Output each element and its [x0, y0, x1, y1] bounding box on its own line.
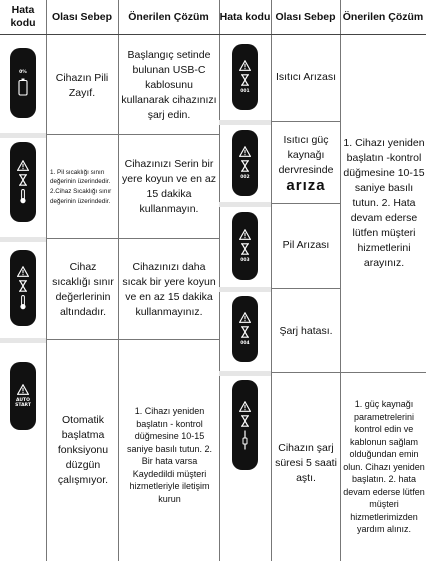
grid-line — [46, 134, 219, 135]
reason-item: 2.Cihaz Sıcaklığı sınır değerinin üzerindedir. — [50, 188, 112, 205]
row-separator — [219, 120, 271, 125]
warning-icon — [239, 60, 251, 71]
solution-cell: Cihazınızı Serin bir yere koyun ve en az 15 dakika kullanmayın. — [122, 158, 216, 215]
reason-cell: Pil Arızası — [282, 238, 330, 251]
hourglass-icon — [240, 326, 250, 338]
grid-line — [340, 0, 341, 561]
thermometer-icon — [19, 295, 27, 310]
grid-line — [46, 0, 47, 561]
grid-line — [271, 203, 340, 204]
header-reason-left: Olası Sebep — [51, 10, 113, 23]
grid-line — [118, 0, 119, 561]
device-code-label: 003 — [240, 258, 250, 263]
hourglass-icon — [240, 74, 250, 86]
grid-line — [271, 372, 426, 373]
row-separator — [0, 237, 46, 242]
header-solution-right: Önerilen Çözüm — [342, 10, 424, 23]
reason-cell: Cihazın şarj süresi 5 saati aştı. — [275, 441, 337, 484]
warning-icon — [239, 312, 251, 323]
row-separator — [219, 287, 271, 292]
header-reason-right: Olası Sebep — [275, 10, 336, 23]
battery-icon — [18, 78, 28, 96]
reason-list — [50, 168, 116, 206]
device-over-temperature — [10, 142, 36, 222]
device-error-004 — [232, 296, 258, 362]
row-separator — [219, 371, 271, 376]
reason-cell: Isıtıcı Arızası — [275, 70, 337, 83]
hourglass-icon — [240, 415, 250, 427]
solution-cell-merged: 1. Cihazı yeniden başlatın -kontrol düğmesine 10-15 saniye basılı tutun. 2. Hata devam ederse lütfen müşteri hizmetlerini arayınız. — [343, 136, 425, 269]
solution-cell: 1. Cihazı yeniden başlatın - kontrol düğmesine 10-15 saniye basılı tutun. 2. Bir hata varsa Kaydedildi müşteri hizmetleriyle iletişim kurun — [126, 406, 213, 504]
warning-icon — [17, 266, 29, 277]
reason-item: 1. Pil sıcaklığı sınırı değerinin üzerindedir. — [50, 168, 111, 186]
hourglass-icon — [18, 174, 28, 186]
hourglass-icon — [240, 243, 250, 255]
device-code-label: 0% — [19, 70, 27, 75]
device-code-label: AUTO START — [15, 398, 31, 408]
reason-cell: Şarj hatası. — [279, 324, 333, 337]
device-error-002 — [232, 130, 258, 196]
reason-cell — [50, 146, 116, 228]
header-code-left: Hata kodu — [10, 4, 36, 29]
grid-line — [46, 339, 219, 340]
row-separator — [0, 338, 46, 343]
charging-cable-icon — [241, 430, 249, 450]
row-separator — [219, 202, 271, 207]
solution-cell: Başlangıç setinde bulunan USB-C kablosunu kullanarak cihazınızı şarj edin. — [121, 48, 217, 121]
device-code-label: 004 — [240, 341, 250, 346]
grid-line — [0, 34, 426, 35]
grid-line — [271, 0, 272, 561]
device-charge-timeout — [232, 380, 258, 470]
reason-cell — [273, 126, 339, 200]
reason-text: Isıtıcı güç kaynağı dervresinde — [278, 134, 334, 176]
row-separator — [0, 133, 46, 138]
warning-icon — [17, 160, 29, 171]
reason-cell: Cihaz sıcaklığı sınır değerlerinin altındadır. — [52, 261, 114, 318]
header-code-right: Hata kodu — [219, 10, 271, 23]
reason-cell: Cihazın Pili Zayıf. — [55, 72, 109, 99]
device-low-temperature — [10, 250, 36, 326]
header-solution-left: Önerilen Çözüm — [128, 10, 209, 23]
reason-cell: Otomatik başlatma fonksiyonu düzgün çalışmıyor. — [57, 413, 109, 486]
grid-line — [46, 238, 219, 239]
solution-cell: Cihazınızı daha sıcak bir yere koyun ve en az 15 dakika kullanmayınız. — [122, 261, 216, 318]
hourglass-icon — [18, 280, 28, 292]
device-battery-low — [10, 48, 36, 118]
warning-icon — [239, 146, 251, 157]
warning-icon — [17, 384, 29, 395]
device-code-label: 002 — [240, 175, 250, 180]
grid-line — [219, 0, 220, 561]
grid-line — [271, 121, 340, 122]
solution-cell-merged: 1. güç kaynağı parametrelerini kontrol edin ve kablonun sağlam olduğundan emin olun. Cihazı yeniden başlatın. 2. hata devam ederse lütfen müşteri hizmetlerimizden yardım alınız. — [343, 399, 425, 535]
reason-text-emphasis: arıza — [286, 177, 326, 194]
warning-icon — [239, 401, 251, 412]
device-auto-start — [10, 362, 36, 430]
grid-line — [271, 288, 340, 289]
thermometer-icon — [19, 189, 27, 204]
device-code-label: 001 — [240, 89, 250, 94]
warning-icon — [239, 229, 251, 240]
device-error-003 — [232, 212, 258, 280]
device-error-001 — [232, 44, 258, 110]
hourglass-icon — [240, 160, 250, 172]
